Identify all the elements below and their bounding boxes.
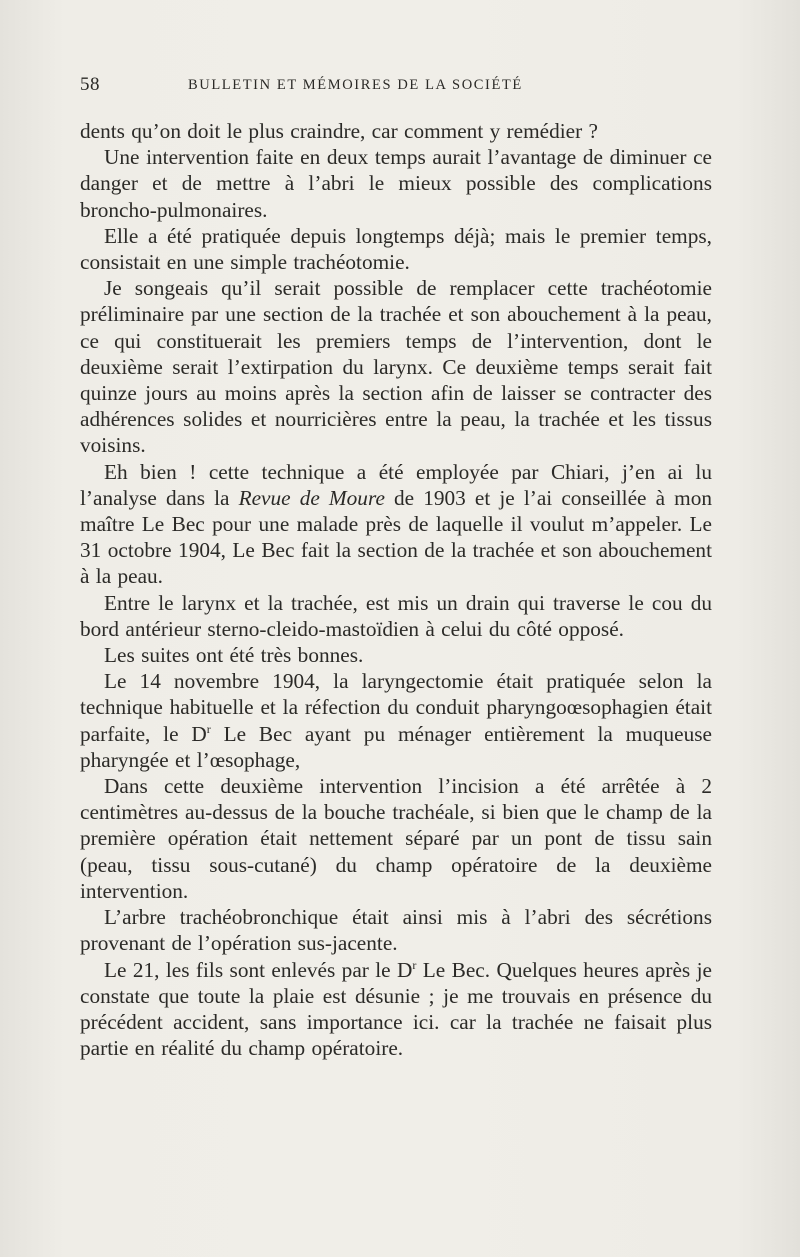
paragraph-text: Le 21, les fils sont enlevés par le D: [104, 957, 413, 982]
paragraph-text: Le Bec ayant pu ménager entièrement la muqueuse pharyngée et l’œsophage,: [80, 721, 712, 772]
running-head: BULLETIN ET MÉMOIRES DE LA SOCIÉTÉ: [188, 77, 523, 93]
page-header: [80, 74, 712, 100]
paragraph: Dans cette deuxième intervention l’incision a été arrêtée à 2 centimètres au-dessus de la bouche trachéale, si bien que le champ de la première opération était nettement séparé par un pont de tissu sain (peau, tissu sous-cutané) du champ opératoire de la deuxième intervention.: [80, 774, 712, 903]
paragraph: [80, 957, 712, 1062]
paragraph: [80, 668, 712, 773]
superscript: r: [206, 721, 211, 736]
paragraph-text: de 1903 et je l’ai conseillée à mon maître Le Bec pour une malade près de laquelle il voulut m’appeler. Le 31 octobre 1904, Le Bec fait la section de la trachée et son abouchement à la peau.: [80, 485, 712, 589]
paragraph-text: Le Bec. Quelques heures après je constate que toute la plaie est désunie ; je me trouvais en présence du précédent accident, sans importance ici. car la trachée ne faisait plus partie en réalité du champ opératoire.: [80, 957, 712, 1061]
paragraph: Les suites ont été très bonnes.: [104, 643, 364, 668]
paragraph: dents qu’on doit le plus craindre, car comment y remédier ?: [80, 119, 598, 143]
superscript: r: [412, 957, 417, 972]
body-text: [80, 118, 712, 1061]
paragraph-text: Le 14 novembre 1904, la laryngectomie était pratiquée selon la technique habituelle et la réfection du conduit pharyngoœsophagien était parfaite, le D: [80, 669, 712, 746]
paragraph-text: Eh bien ! cette technique a été employée par Chiari, j’en ai lu l’analyse dans la: [80, 459, 712, 510]
paragraph: Je songeais qu’il serait possible de remplacer cette trachéotomie préliminaire par une section de la trachée et son abouchement à la peau, ce qui constituerait les premiers temps de l’intervention, dont le deuxième serait l’extirpation du larynx. Ce deuxième temps serait fait quinze jours au moins après la section afin de laisser se contracter des adhérences solides et nourricières entre la peau, la trachée et les tissus voisins.: [80, 276, 712, 458]
paragraph: Entre le larynx et la trachée, est mis un drain qui traverse le cou du bord antérieur sterno-cleido-mastoïdien à celui du côté opposé.: [80, 590, 712, 641]
paragraph: Elle a été pratiquée depuis longtemps déjà; mais le premier temps, consistait en une simple trachéotomie.: [80, 223, 712, 275]
journal-title: Revue de Moure: [238, 485, 385, 510]
page-number: 58: [80, 74, 100, 95]
paragraph: [80, 459, 712, 590]
paragraph: Une intervention faite en deux temps aurait l’avantage de diminuer ce danger et de mettre à l’abri le mieux possible des complications broncho-pulmonaires.: [80, 145, 712, 222]
paragraph: L’arbre trachéobronchique était ainsi mis à l’abri des sécrétions provenant de l’opération sus-jacente.: [80, 905, 712, 956]
